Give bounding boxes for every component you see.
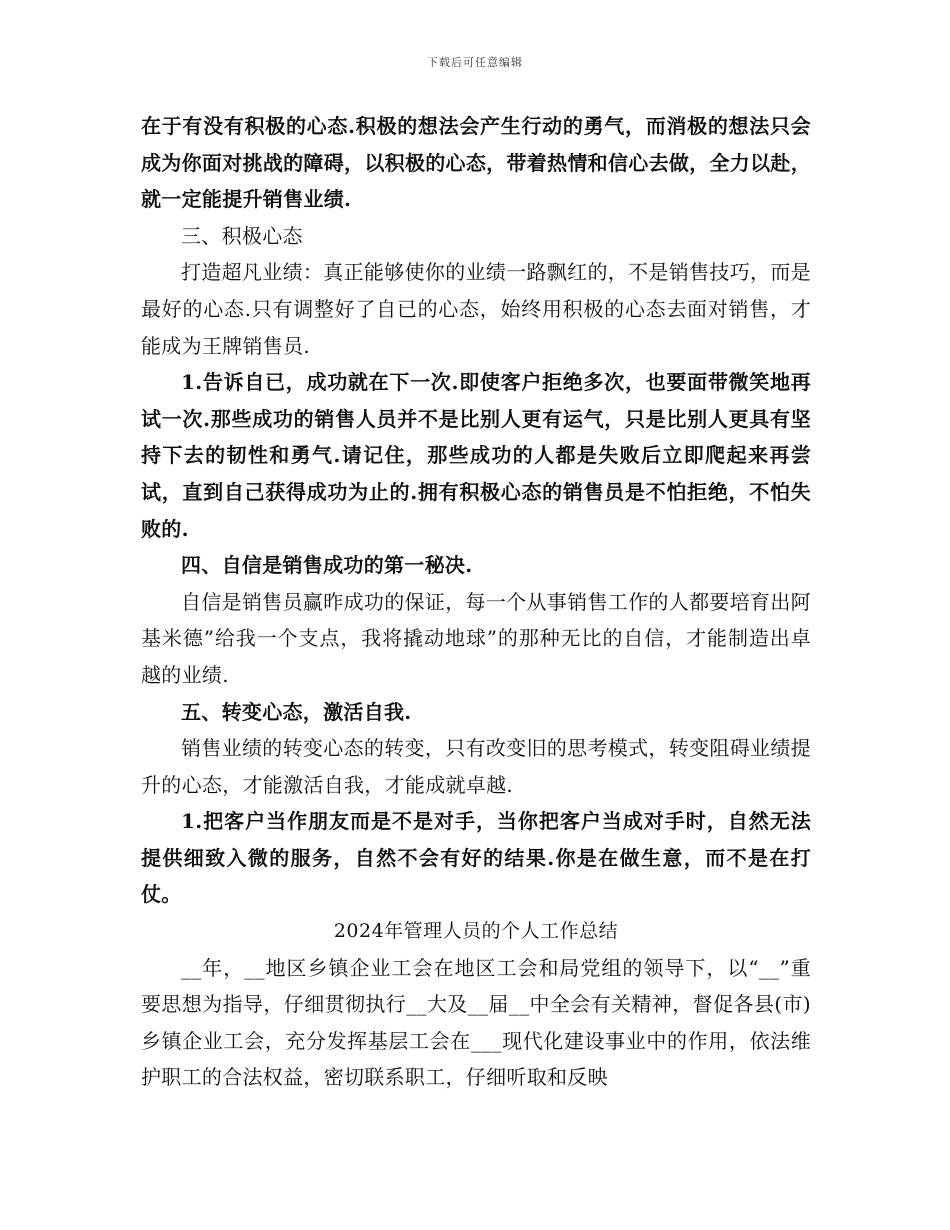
paragraph-change-mindset: 销售业绩的转变心态的转变，只有改变旧的思考模式，转变阻碍业绩提升的心态，才能激活自我，才能成就卓越.: [141, 736, 811, 797]
paragraph-confidence: 自信是销售员赢昨成功的保证，每一个从事销售工作的人都要培育出阿基米德”给我一个支点，我将撬动地球”的那种无比的自信，才能制造出卓越的业绩.: [141, 589, 811, 687]
section-heading-3: 三、积极心态: [181, 223, 303, 248]
paragraph-extraordinary-performance: 打造超凡业绩：真正能够使你的业绩一路飘红的，不是销售技巧，而是最好的心态.只有调整好了自已的心态，始终用积极的心态去面对销售，才能成为王牌销售员.: [141, 260, 811, 358]
paragraph-positive-thinking: 在于有没有积极的心态.积极的想法会产生行动的勇气，而消极的想法只会成为你面对挑战的障碍，以积极的心态，带着热情和信心去做，全力以赴，就一定能提升销售业绩.: [141, 114, 811, 212]
paragraph-customer-as-friend: 1.把客户当作朋友而是不是对手，当你把客户当成对手时，自然无法提供细致入微的服务，自然不会有好的结果.你是在做生意，而不是在打仗。: [141, 809, 811, 907]
paragraph-work-summary: __年，__地区乡镇企业工会在地区工会和局党组的领导下，以“__”重要思想为指导，仔细贯彻执行__大及__届__中全会有关精神，督促各县(市)乡镇企业工会，充分发挥基层工会在___现代化建设事业中的作用，依法维护职工的合法权益，密切联系职工，仔细听取和反映: [141, 955, 811, 1090]
page-header: 下载后可任意编辑: [427, 56, 523, 69]
document-body: [141, 108, 811, 1096]
paragraph-success-next-time: 1.告诉自已，成功就在下一次.即使客户拒绝多次，也要面带微笑地再试一次.那些成功的销售人员并不是比别人更有运气，只是比别人更具有坚持下去的韧性和勇气.请记住，那些成功的人都是失败后立即爬起来再尝试，直到自己获得成功为止的.拥有积极心态的销售员是不怕拒绝，不怕失败的.: [141, 370, 811, 541]
document-title: 2024年管理人员的个人工作总结: [333, 920, 619, 943]
section-heading-5: 五、转变心态，激活自我.: [181, 699, 412, 724]
section-heading-4: 四、自信是销售成功的第一秘决.: [181, 553, 473, 578]
